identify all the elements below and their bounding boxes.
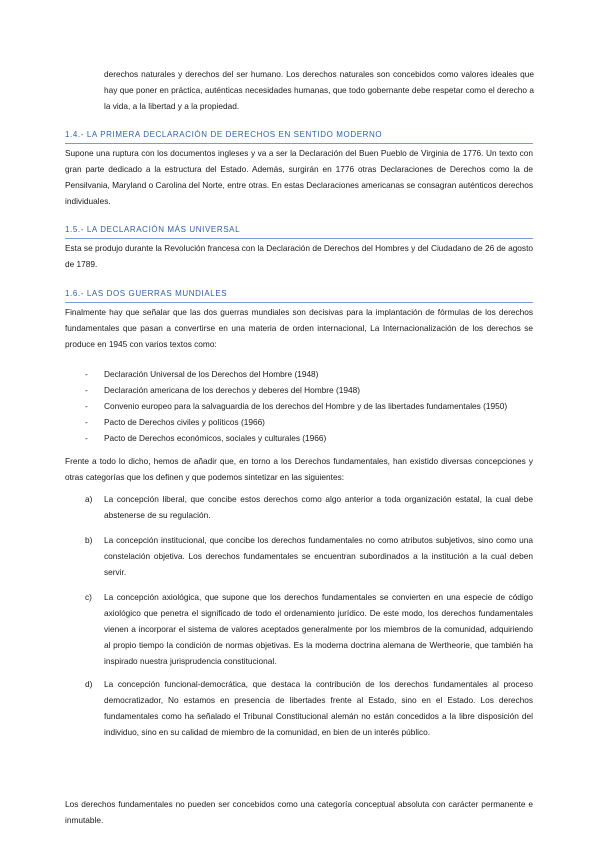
conceptions-intro-paragraph: Frente a todo lo dicho, hemos de añadir que, en torno a los Derechos fundamentales, han existido diversas concepciones y otras categorías que los definen y que podemos sintetizar en las siguientes: (65, 456, 533, 482)
section-heading-1-5: 1.5.- LA DECLARACIÓN MÁS UNIVERSAL (65, 224, 533, 239)
intro-paragraph: derechos naturales y derechos del ser humano. Los derechos naturales son concebidos como valores ideales que hay que poner en práctica, auténticas necesidades humanas, que todo gobernante debe respetar como el derecho a la vida, a la libertad y a la propiedad. (104, 69, 534, 111)
item-text: La concepción liberal, que concibe estos derechos como algo anterior a toda organización estatal, la cual debe abstenerse de su regulación. (104, 494, 533, 520)
list-item (85, 430, 533, 446)
item-text: La concepción axiológica, que supone que los derechos fundamentales se convierten en una especie de código axiológico que penetra el significado de todo el ordenamiento jurídico. De este modo, los derechos fundamentales vienen a incorporar el sistema de valores aceptados generalmente por los miembros de la comunidad, adquiriendo al propio tiempo la condición de normas objetivas. Es la moderna doctrina alemana de Wertheorie, que también ha inspirado nuestra jurisprudencia constitucional. (104, 592, 533, 666)
list-dash: - (85, 401, 88, 412)
section-heading-1-4: 1.4.- LA PRIMERA DECLARACIÓN DE DERECHOS EN SENTIDO MODERNO (65, 129, 533, 144)
list-item (85, 398, 533, 414)
closing-paragraph: Los derechos fundamentales no pueden ser concebidos como una categoría conceptual absoluta con carácter permanente e inmutable. (65, 799, 533, 825)
section-paragraph-1-6: Finalmente hay que señalar que las dos guerras mundiales son decisivas para la implantación de fórmulas de los derechos fundamentales que pasan a convertirse en una materia de orden internacional, La Internacionalización de los derechos se produce en 1945 con varios textos como: (65, 307, 533, 349)
list-dash: - (85, 385, 88, 396)
section-paragraph-1-5: Esta se produjo durante la Revolución francesa con la Declaración de Derechos del Hombres y del Ciudadano de 26 de agosto de 1789. (65, 243, 533, 269)
declarations-list (85, 366, 533, 446)
item-marker: a) (85, 494, 93, 504)
section-paragraph-1-4: Supone una ruptura con los documentos ingleses y va a ser la Declaración del Buen Pueblo de Virginia de 1776. Un texto con gran parte dedicado a la estructura del Estado. Además, surgirán en 1776 otras Declaraciones de Derechos como la de Pensilvania, Maryland o Carolina del Norte, entre otras. En estas Declaraciones americanas se consagran auténticos derechos individuales. (65, 148, 533, 206)
list-dash: - (85, 417, 88, 428)
item-text: La concepción funcional-democrática, que destaca la contribución de los derechos fundamentales al proceso democratizador, No estamos en presencia de libertades frente al Estado, sino en el Estado. Los derechos fundamentales como ha señalado el Tribunal Constitucional alemán no están concedidos a la libre disposición del individuo, sino en su calidad de miembro de la comunidad, en bien de un interés público. (104, 679, 533, 737)
list-item-text: Convenio europeo para la salvaguardia de los derechos del Hombre y de las libertades fundamentales (1950) (104, 401, 508, 412)
list-dash: - (85, 369, 88, 380)
section-heading-1-6: 1.6.- LAS DOS GUERRAS MUNDIALES (65, 288, 533, 303)
list-item (85, 414, 533, 430)
item-marker: c) (85, 592, 92, 602)
list-item-text: Pacto de Derechos civiles y políticos (1966) (104, 417, 265, 428)
item-marker: b) (85, 535, 93, 545)
item-text: La concepción institucional, que concibe los derechos fundamentales no como atributos subjetivos, sino como una constelación objetiva. Los derechos fundamentales se encuentran subordinados a la institución a la cual deben servir. (104, 535, 533, 577)
conception-item-b (85, 532, 533, 580)
list-item (85, 366, 533, 382)
conception-item-a (85, 491, 533, 523)
conception-item-c (85, 589, 533, 666)
list-item-text: Pacto de Derechos económicos, sociales y culturales (1966) (104, 433, 327, 444)
conception-item-d (85, 676, 533, 756)
list-item-text: Declaración americana de los derechos y deberes del Hombre (1948) (104, 385, 360, 396)
item-marker: d) (85, 679, 93, 689)
list-item (85, 382, 533, 398)
list-dash: - (85, 433, 88, 444)
list-item-text: Declaración Universal de los Derechos del Hombre (1948) (104, 369, 319, 380)
